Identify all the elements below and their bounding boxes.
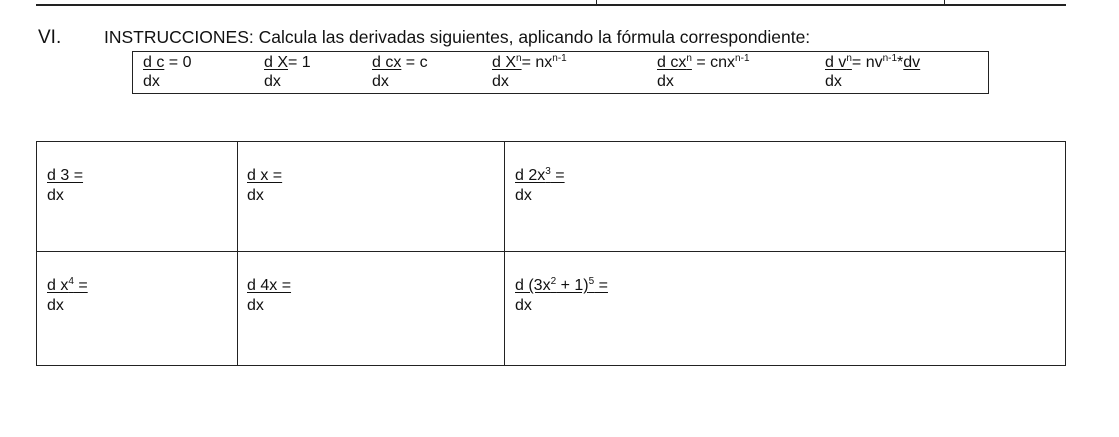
column-divider xyxy=(504,142,505,365)
exercise-6[interactable]: $\frac{d (3x^2 + 1)^5 =}{dx}$ xyxy=(515,276,608,314)
previous-table-border xyxy=(36,0,1066,6)
exercise-2[interactable]: $\frac{\text{d x =}}{dx}$ xyxy=(247,167,283,204)
formula-constant: d c = 0 dx xyxy=(143,54,192,90)
row-divider xyxy=(37,251,1065,252)
exercise-table xyxy=(36,141,1066,366)
formula-variable: d X= 1 dx xyxy=(264,54,311,90)
exercise-3[interactable]: $\frac{d 2x^3 =}{dx}$ xyxy=(515,166,565,204)
formula-constant-times-variable: d cx = c dx xyxy=(372,54,428,90)
formula-constant-power: d $cx^n = cnx^{n-1}$ dx xyxy=(657,53,750,90)
formula-power: d $X^n= nx^{n-1}$ dx xyxy=(492,53,567,90)
instructions-text: INSTRUCCIONES: Calcula las derivadas siguientes, aplicando la fórmula correspondiente: xyxy=(104,27,811,47)
section-number: VI. xyxy=(38,27,62,48)
formula-chain-rule: d $v^n= nv^{n-1}*dv$ dx xyxy=(825,53,921,90)
column-divider xyxy=(237,142,238,365)
table-divider xyxy=(596,0,597,4)
table-divider xyxy=(944,0,945,4)
exercise-5[interactable]: $\frac{d 4x =}{dx}$ xyxy=(247,277,292,314)
formula-reference-box xyxy=(132,51,989,94)
exercise-4[interactable]: $\frac{d x^4 =}{dx}$ xyxy=(47,276,88,314)
exercise-1[interactable]: $\frac{d 3 =}{dx}$ xyxy=(47,167,84,204)
